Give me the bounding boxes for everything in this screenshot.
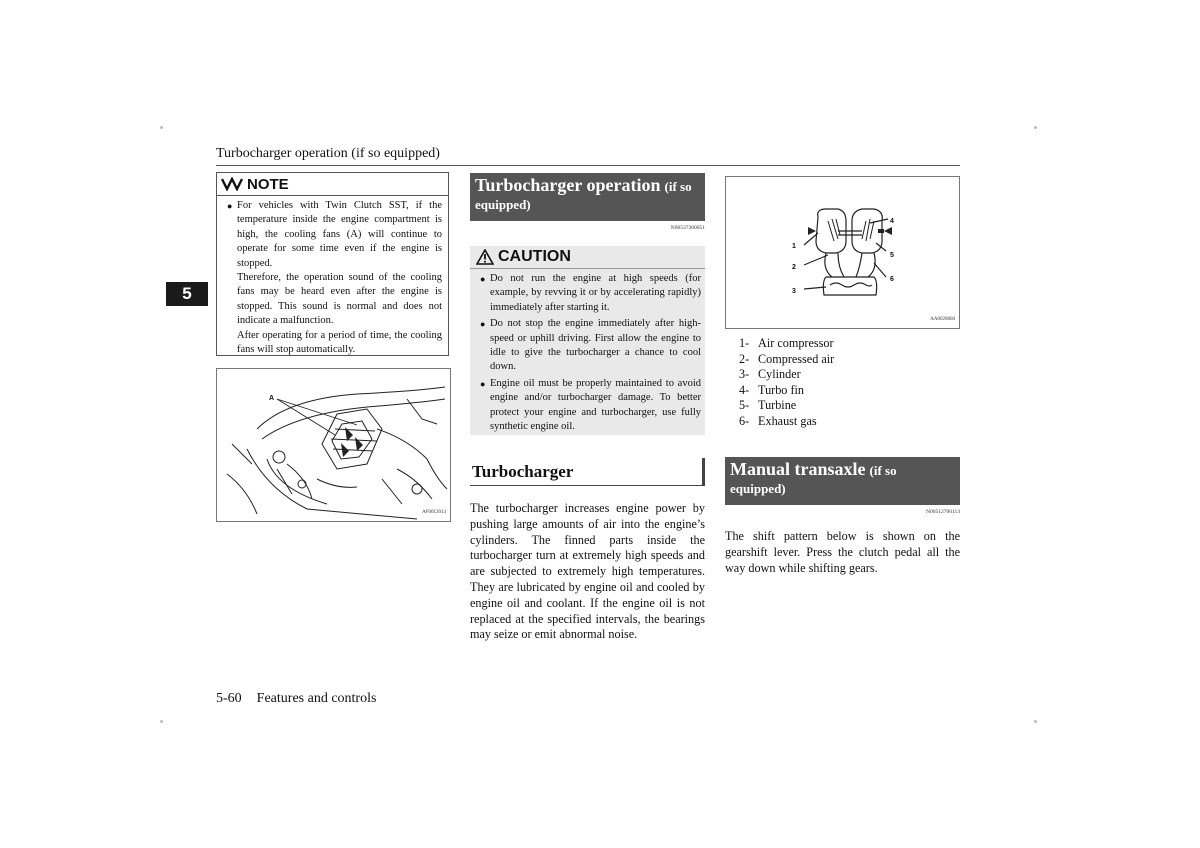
legend-item	[739, 383, 834, 399]
turbocharger-diagram-figure	[725, 176, 960, 329]
header-rule	[216, 165, 960, 166]
running-header: Turbocharger operation (if so equipped)	[216, 146, 440, 161]
figure-code: AA0020860	[930, 317, 955, 322]
footer-section-title: Features and controls	[256, 691, 377, 706]
legend-item	[739, 414, 834, 430]
registration-mark	[1034, 126, 1037, 129]
bullet-icon: ●	[480, 274, 486, 284]
legend-label: Compressed air	[758, 351, 835, 366]
note-icon	[221, 177, 243, 191]
caution-title: CAUTION	[498, 248, 571, 265]
caution-item-text: Do not run the engine at high speeds (for example, by revving it or by accelerating rapidly) immediately after starting it.	[490, 273, 701, 313]
manual-transaxle-body-text: The shift pattern below is shown on the gearshift lever. Press the clutch pedal all the way down while shifting gears.	[725, 529, 960, 575]
heading-main: Manual transaxle	[730, 459, 866, 479]
note-paragraph: Therefore, the operation sound of the cooling fans may be heard even after the engine is stopped. This sound is normal and does not indicate a malfunction.	[237, 272, 442, 327]
note-title: NOTE	[247, 175, 289, 193]
legend-number: 2-	[739, 351, 750, 366]
caution-item	[480, 317, 701, 375]
legend-number: 4-	[739, 382, 750, 397]
legend-item	[739, 352, 834, 368]
caution-item	[480, 377, 701, 435]
caution-box	[470, 246, 705, 435]
caution-title-bar	[470, 246, 705, 269]
callout-2: 2	[792, 264, 796, 271]
caution-item-text: Engine oil must be properly maintained to avoid engine and/or turbocharger damage. To better protect your engine and turbocharger, use fully synthetic engine oil.	[490, 377, 701, 433]
callout-4: 4	[890, 218, 894, 225]
turbocharger-diagram	[726, 177, 959, 328]
registration-mark	[1034, 720, 1037, 723]
legend-label: Air compressor	[758, 336, 834, 350]
legend-number: 1-	[739, 336, 750, 350]
section-code: N00512700113	[925, 509, 960, 515]
callout-3: 3	[792, 288, 796, 295]
note-body	[217, 196, 448, 357]
callout-1: 1	[792, 243, 796, 250]
legend-item	[739, 367, 834, 383]
diagram-legend	[739, 336, 834, 430]
note-bullet-item	[227, 199, 442, 271]
bullet-icon: ●	[480, 378, 486, 389]
heading-main: Turbocharger operation	[475, 175, 661, 195]
section-heading-manual-transaxle	[725, 457, 960, 505]
heading-sub: (if so	[664, 179, 692, 194]
bullet-icon: ●	[480, 319, 486, 330]
registration-mark	[160, 720, 163, 723]
bullet-icon: ●	[227, 201, 233, 211]
engine-compartment-figure	[216, 368, 451, 522]
legend-number: 5-	[739, 398, 750, 413]
legend-number: 6-	[739, 413, 750, 428]
legend-item	[739, 398, 834, 414]
heading-sub: equipped)	[475, 197, 531, 212]
note-box	[216, 172, 449, 356]
section-code: N00537300051	[670, 225, 705, 231]
warning-triangle-icon	[476, 249, 494, 265]
legend-label: Exhaust gas	[758, 413, 817, 428]
chapter-tab: 5	[166, 282, 208, 306]
note-bullet-text: For vehicles with Twin Clutch SST, if the temperature inside the engine compartment is high, the cooling fans (A) will continue to operate for some time even if the engine is stopped.	[237, 200, 442, 269]
heading-sub: (if so	[869, 463, 897, 478]
caution-body	[470, 269, 705, 434]
caution-item-text: Do not stop the engine immediately after high-speed or uphill driving. First allow the engine to idle to give the turbocharger a chance to cool down.	[490, 318, 701, 373]
legend-label: Turbo fin	[758, 382, 804, 397]
legend-label: Cylinder	[758, 367, 801, 382]
page-number: 5-60	[216, 691, 242, 706]
figure-code: AF0012013	[422, 510, 446, 515]
registration-mark	[160, 126, 163, 129]
page-footer	[216, 691, 376, 707]
callout-6: 6	[890, 276, 894, 283]
note-title-bar	[217, 173, 448, 196]
section-heading-turbo-operation	[470, 173, 705, 221]
legend-number: 3-	[739, 367, 750, 382]
callout-a: A	[269, 395, 275, 402]
legend-item	[739, 336, 834, 352]
turbocharger-body-text: The turbocharger increases engine power by pushing large amounts of air into the engine’s cylinders. The finned parts inside the turbocharger turn at extremely high speeds and are subjected to extremely high temperatures. They are lubricated by engine oil and cooled by engine oil and coolant. If the engine oil is not replaced at the specified intervals, the bearings may seize or emit abnormal noise.	[470, 501, 705, 642]
callout-5: 5	[890, 252, 894, 259]
section-heading-turbocharger: Turbocharger	[470, 458, 705, 486]
engine-compartment-illustration	[217, 369, 450, 521]
caution-item	[480, 272, 701, 315]
legend-label: Turbine	[758, 398, 797, 413]
heading-sub: equipped)	[730, 481, 786, 496]
note-paragraph: After operating for a period of time, the cooling fans will stop automatically.	[237, 329, 442, 356]
